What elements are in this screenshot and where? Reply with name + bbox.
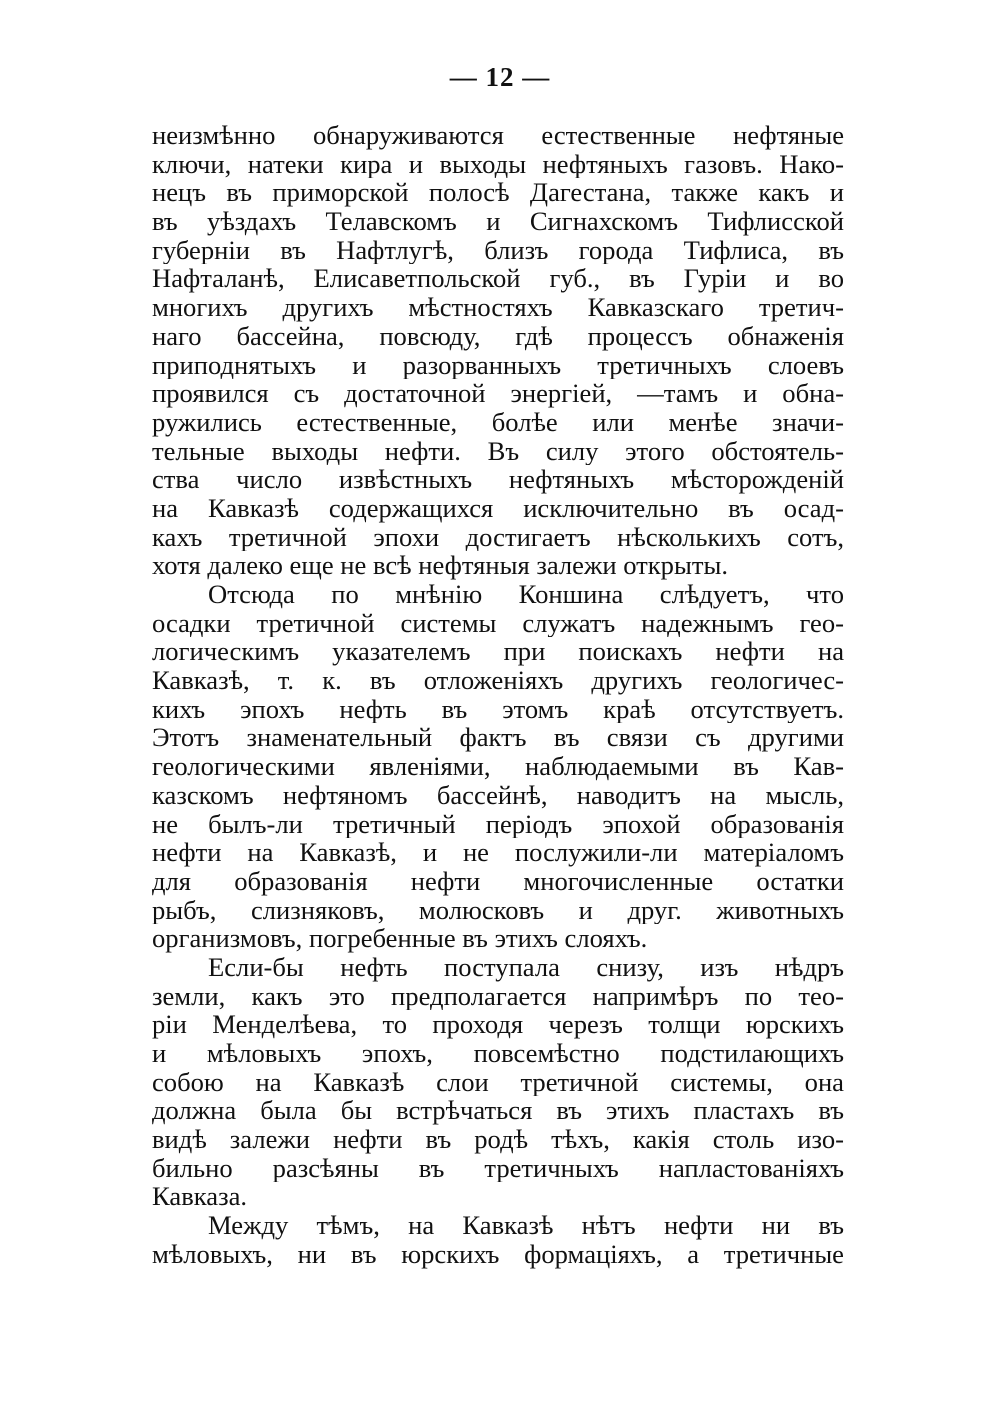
- text-line: логическимъ указателемъ при поискахъ нефти на: [152, 637, 844, 667]
- text-line: въ уѣздахъ Телавскомъ и Сигнахскомъ Тифлисской: [152, 207, 844, 236]
- text-line: нефти на Кавказѣ, и не послужили-ли матеріаломъ: [152, 838, 844, 867]
- text-line: наго бассейна, повсюду, гдѣ процессъ обнаженія: [152, 321, 844, 351]
- page-number: — 12 —: [449, 62, 551, 92]
- text-line: проявился съ достаточной энергіей, —тамъ и обна-: [152, 379, 844, 408]
- text-line: Этотъ знаменательный фактъ въ связи съ другими: [152, 723, 844, 753]
- paragraph-first-line: Отсюда по мнѣнію Коншина слѣдуетъ, что: [208, 580, 844, 609]
- text-line: на Кавказѣ содержащихся исключительно въ осад-: [152, 493, 844, 523]
- text-line: Кавказѣ, т. к. въ отложеніяхъ другихъ геологичес-: [152, 666, 844, 695]
- text-line: рыбъ, слизняковъ, молюсковъ и друг. животныхъ: [152, 895, 844, 925]
- text-line: видѣ залежи нефти въ родѣ тѣхъ, какія столь изо-: [152, 1125, 844, 1154]
- text-line: кихъ эпохъ нефть въ этомъ краѣ отсутствуетъ.: [152, 694, 844, 724]
- text-line: многихъ другихъ мѣстностяхъ Кавказскаго третич-: [152, 293, 844, 322]
- text-line: Нафталанѣ, Елисаветпольской губ., въ Гуріи и во: [152, 264, 844, 294]
- paragraph-first-line: Между тѣмъ, на Кавказѣ нѣтъ нефти ни въ: [208, 1211, 844, 1240]
- paragraph-end-line: организмовъ, погребенные въ этихъ слояхъ.: [152, 924, 648, 953]
- paragraph-first-line: Если-бы нефть поступала снизу, изъ нѣдръ: [208, 952, 844, 982]
- text-line: нецъ въ приморской полосѣ Дагестана, также какъ и: [152, 178, 844, 208]
- text-line: не былъ-ли третичный періодъ эпохой образованія: [152, 809, 844, 839]
- text-line: для образованія нефти многочисленные остатки: [152, 866, 844, 896]
- text-line: приподнятыхъ и разорванныхъ третичныхъ слоевъ: [152, 350, 844, 380]
- text-line: и мѣловыхъ эпохъ, повсемѣстно подстилающихъ: [152, 1039, 844, 1068]
- text-line: должна была бы встрѣчаться въ этихъ пластахъ въ: [152, 1096, 844, 1126]
- body-text: [152, 121, 844, 1269]
- text-line: тельные выходы нефти. Въ силу этого обстоятель-: [152, 436, 844, 466]
- text-line: земли, какъ это предполагается напримѣръ по тео-: [152, 981, 844, 1011]
- text-line: мѣловыхъ, ни въ юрскихъ формаціяхъ, а третичные: [152, 1239, 844, 1269]
- text-line: губерніи въ Нафтлугѣ, близъ города Тифлиса, въ: [152, 235, 844, 265]
- text-line: геологическими явленіями, наблюдаемыми въ Кав-: [152, 752, 844, 781]
- text-line: ства число извѣстныхъ нефтяныхъ мѣсторожденій: [152, 465, 844, 494]
- text-line: ключи, натеки кира и выходы нефтяныхъ газовъ. Нако-: [152, 149, 844, 179]
- text-line: собою на Кавказѣ слои третичной системы, она: [152, 1067, 844, 1097]
- text-line: кахъ третичной эпохи достигаетъ нѣсколькихъ сотъ,: [152, 522, 844, 552]
- paragraph-end-line: Кавказа.: [152, 1182, 248, 1212]
- text-line: бильно разсѣяны въ третичныхъ напластованіяхъ: [152, 1153, 844, 1183]
- paragraph-end-line: хотя далеко еще не всѣ нефтяныя залежи открыты.: [152, 551, 728, 580]
- text-line: неизмѣнно обнаруживаются естественные нефтяные: [152, 121, 844, 150]
- text-line: казскомъ нефтяномъ бассейнѣ, наводитъ на мысль,: [152, 780, 844, 810]
- text-line: ріи Менделѣева, то проходя черезъ толщи юрскихъ: [152, 1010, 844, 1039]
- text-line: осадки третичной системы служатъ надежнымъ гео-: [152, 608, 844, 638]
- text-line: ружились естественные, болѣе или менѣе значи-: [152, 407, 844, 437]
